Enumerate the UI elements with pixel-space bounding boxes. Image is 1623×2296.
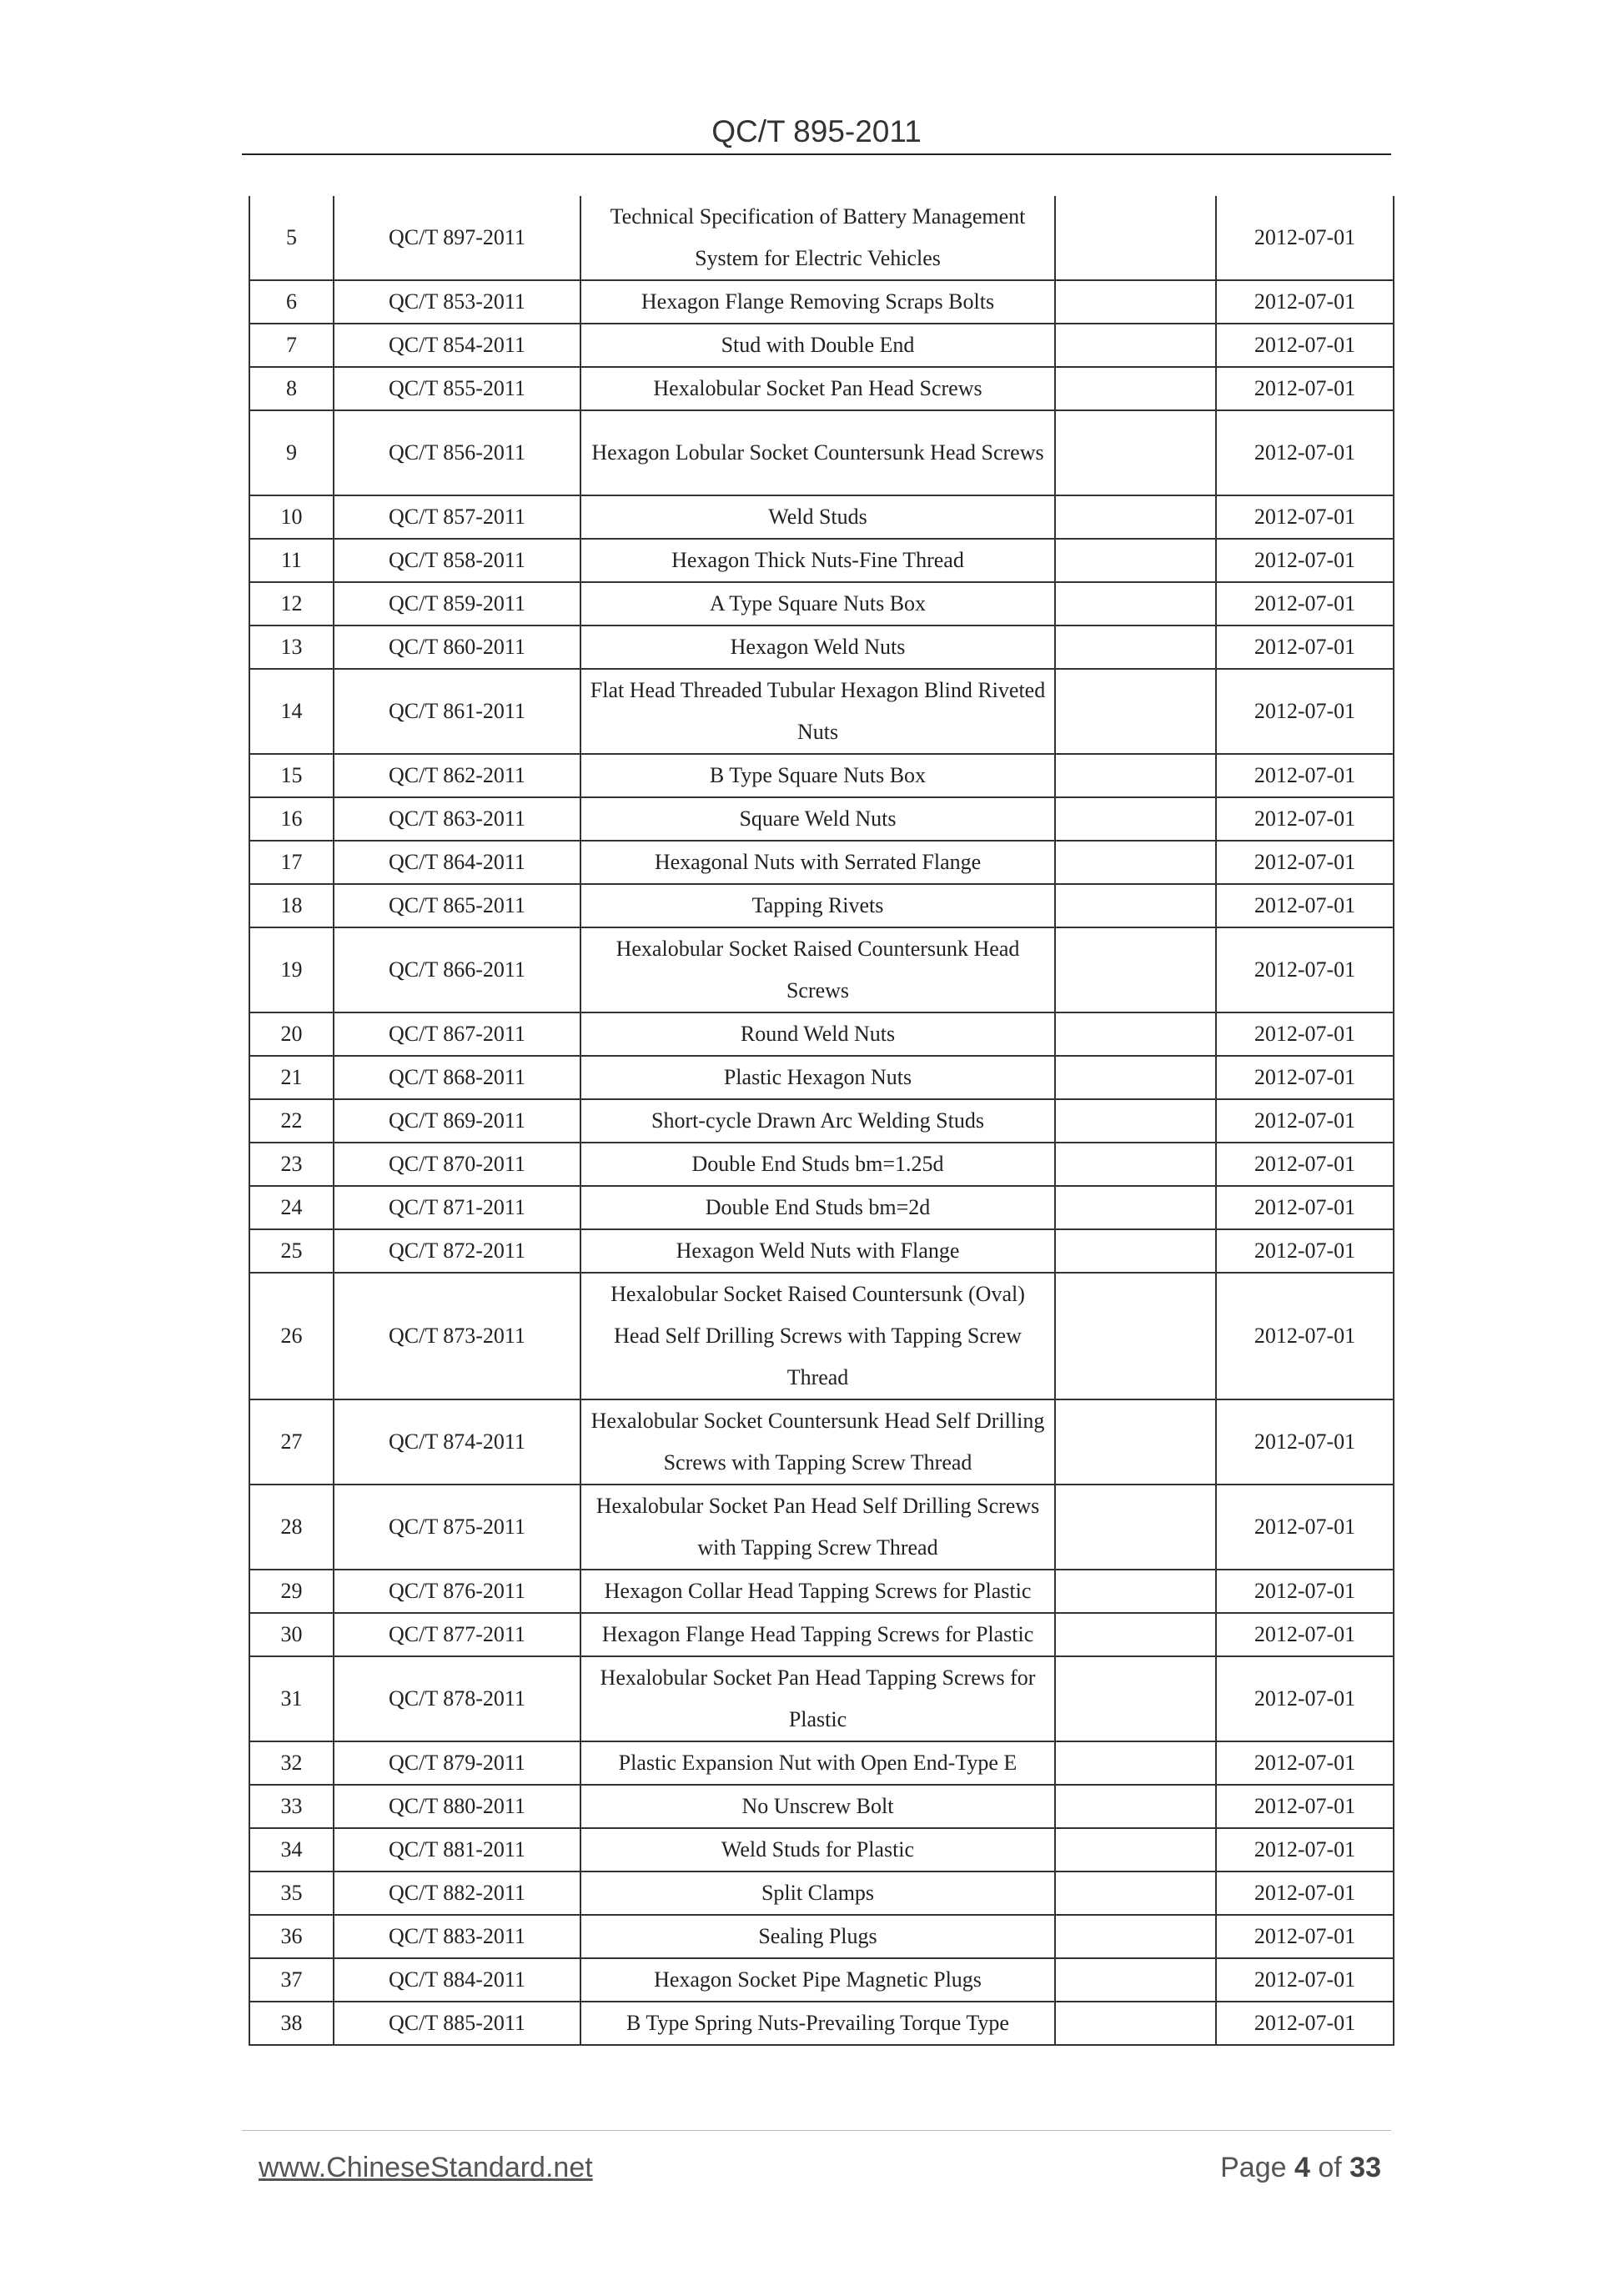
row-number-cell: 13 xyxy=(249,625,334,669)
standards-table-container xyxy=(249,196,1393,2046)
page-indicator xyxy=(1220,2152,1381,2184)
implementation-date-cell: 2012-07-01 xyxy=(1216,1871,1394,1915)
row-number-cell: 28 xyxy=(249,1485,334,1570)
standard-code-cell: QC/T 880-2011 xyxy=(334,1785,580,1828)
row-number-cell: 19 xyxy=(249,927,334,1012)
table-row xyxy=(249,884,1394,927)
implementation-date-cell: 2012-07-01 xyxy=(1216,280,1394,324)
blank-cell xyxy=(1055,2002,1216,2045)
row-number-cell: 22 xyxy=(249,1099,334,1143)
table-row xyxy=(249,1099,1394,1143)
row-number-cell: 26 xyxy=(249,1273,334,1399)
table-row xyxy=(249,1186,1394,1229)
row-number-cell: 33 xyxy=(249,1785,334,1828)
row-number-cell: 14 xyxy=(249,669,334,754)
implementation-date-cell: 2012-07-01 xyxy=(1216,1186,1394,1229)
standard-name-cell: Hexagon Weld Nuts with Flange xyxy=(580,1229,1055,1273)
standard-name-cell: Plastic Hexagon Nuts xyxy=(580,1056,1055,1099)
table-row xyxy=(249,1741,1394,1785)
standard-name-cell: Round Weld Nuts xyxy=(580,1012,1055,1056)
table-row xyxy=(249,196,1394,280)
table-row xyxy=(249,1229,1394,1273)
blank-cell xyxy=(1055,280,1216,324)
standards-table xyxy=(249,196,1394,2046)
table-row xyxy=(249,2002,1394,2045)
standard-code-cell: QC/T 871-2011 xyxy=(334,1186,580,1229)
row-number-cell: 9 xyxy=(249,410,334,495)
row-number-cell: 21 xyxy=(249,1056,334,1099)
implementation-date-cell: 2012-07-01 xyxy=(1216,410,1394,495)
implementation-date-cell: 2012-07-01 xyxy=(1216,1485,1394,1570)
standard-code-cell: QC/T 868-2011 xyxy=(334,1056,580,1099)
row-number-cell: 7 xyxy=(249,324,334,367)
row-number-cell: 8 xyxy=(249,367,334,410)
table-row xyxy=(249,280,1394,324)
table-row xyxy=(249,1828,1394,1871)
blank-cell xyxy=(1055,1915,1216,1958)
table-row xyxy=(249,539,1394,582)
implementation-date-cell: 2012-07-01 xyxy=(1216,196,1394,280)
row-number-cell: 12 xyxy=(249,582,334,625)
blank-cell xyxy=(1055,1613,1216,1656)
standard-name-cell: Hexalobular Socket Countersunk Head Self Drilling Screws with Tapping Screw Thread xyxy=(580,1399,1055,1485)
standard-name-cell: Hexalobular Socket Raised Countersunk Head Screws xyxy=(580,927,1055,1012)
page-prefix: Page xyxy=(1220,2152,1287,2183)
blank-cell xyxy=(1055,539,1216,582)
standard-name-cell: Short-cycle Drawn Arc Welding Studs xyxy=(580,1099,1055,1143)
blank-cell xyxy=(1055,495,1216,539)
standard-code-cell: QC/T 881-2011 xyxy=(334,1828,580,1871)
implementation-date-cell: 2012-07-01 xyxy=(1216,1656,1394,1741)
blank-cell xyxy=(1055,1099,1216,1143)
blank-cell xyxy=(1055,196,1216,280)
implementation-date-cell: 2012-07-01 xyxy=(1216,495,1394,539)
standard-code-cell: QC/T 877-2011 xyxy=(334,1613,580,1656)
website-link[interactable]: www.ChineseStandard.net xyxy=(259,2152,593,2183)
implementation-date-cell: 2012-07-01 xyxy=(1216,841,1394,884)
standard-code-cell: QC/T 872-2011 xyxy=(334,1229,580,1273)
table-row xyxy=(249,927,1394,1012)
standard-code-cell: QC/T 861-2011 xyxy=(334,669,580,754)
page-total: 33 xyxy=(1349,2152,1381,2183)
row-number-cell: 36 xyxy=(249,1915,334,1958)
standard-code-cell: QC/T 854-2011 xyxy=(334,324,580,367)
implementation-date-cell: 2012-07-01 xyxy=(1216,1828,1394,1871)
table-row xyxy=(249,625,1394,669)
implementation-date-cell: 2012-07-01 xyxy=(1216,1056,1394,1099)
table-row xyxy=(249,1056,1394,1099)
blank-cell xyxy=(1055,884,1216,927)
standard-name-cell: Hexagon Socket Pipe Magnetic Plugs xyxy=(580,1958,1055,2002)
standard-code-cell: QC/T 857-2011 xyxy=(334,495,580,539)
row-number-cell: 11 xyxy=(249,539,334,582)
implementation-date-cell: 2012-07-01 xyxy=(1216,539,1394,582)
standard-name-cell: Double End Studs bm=1.25d xyxy=(580,1143,1055,1186)
row-number-cell: 27 xyxy=(249,1399,334,1485)
standard-name-cell: Weld Studs xyxy=(580,495,1055,539)
standard-name-cell: Plastic Expansion Nut with Open End-Type E xyxy=(580,1741,1055,1785)
table-row xyxy=(249,1871,1394,1915)
table-row xyxy=(249,1958,1394,2002)
table-row xyxy=(249,1012,1394,1056)
standard-name-cell: Hexagon Flange Removing Scraps Bolts xyxy=(580,280,1055,324)
table-row xyxy=(249,1570,1394,1613)
row-number-cell: 20 xyxy=(249,1012,334,1056)
standard-name-cell: Hexalobular Socket Raised Countersunk (Oval) Head Self Drilling Screws with Tapping Screw Thread xyxy=(580,1273,1055,1399)
standard-name-cell: Hexalobular Socket Pan Head Tapping Screws for Plastic xyxy=(580,1656,1055,1741)
standard-name-cell: Hexagon Weld Nuts xyxy=(580,625,1055,669)
standard-name-cell: Flat Head Threaded Tubular Hexagon Blind Riveted Nuts xyxy=(580,669,1055,754)
standard-name-cell: Hexagon Lobular Socket Countersunk Head Screws xyxy=(580,410,1055,495)
blank-cell xyxy=(1055,1785,1216,1828)
blank-cell xyxy=(1055,797,1216,841)
implementation-date-cell: 2012-07-01 xyxy=(1216,1915,1394,1958)
standard-code-cell: QC/T 863-2011 xyxy=(334,797,580,841)
blank-cell xyxy=(1055,1828,1216,1871)
standard-name-cell: No Unscrew Bolt xyxy=(580,1785,1055,1828)
implementation-date-cell: 2012-07-01 xyxy=(1216,367,1394,410)
row-number-cell: 29 xyxy=(249,1570,334,1613)
standard-code-cell: QC/T 882-2011 xyxy=(334,1871,580,1915)
row-number-cell: 38 xyxy=(249,2002,334,2045)
standard-code-cell: QC/T 883-2011 xyxy=(334,1915,580,1958)
blank-cell xyxy=(1055,754,1216,797)
standard-name-cell: Stud with Double End xyxy=(580,324,1055,367)
standard-name-cell: Square Weld Nuts xyxy=(580,797,1055,841)
row-number-cell: 5 xyxy=(249,196,334,280)
blank-cell xyxy=(1055,1656,1216,1741)
blank-cell xyxy=(1055,1399,1216,1485)
standard-code-cell: QC/T 855-2011 xyxy=(334,367,580,410)
implementation-date-cell: 2012-07-01 xyxy=(1216,797,1394,841)
implementation-date-cell: 2012-07-01 xyxy=(1216,1143,1394,1186)
row-number-cell: 15 xyxy=(249,754,334,797)
standard-name-cell: Double End Studs bm=2d xyxy=(580,1186,1055,1229)
blank-cell xyxy=(1055,324,1216,367)
standard-code-cell: QC/T 864-2011 xyxy=(334,841,580,884)
standard-code-cell: QC/T 873-2011 xyxy=(334,1273,580,1399)
implementation-date-cell: 2012-07-01 xyxy=(1216,884,1394,927)
standard-name-cell: Hexagon Thick Nuts-Fine Thread xyxy=(580,539,1055,582)
implementation-date-cell: 2012-07-01 xyxy=(1216,1099,1394,1143)
implementation-date-cell: 2012-07-01 xyxy=(1216,1229,1394,1273)
standard-code-cell: QC/T 874-2011 xyxy=(334,1399,580,1485)
standard-code-cell: QC/T 878-2011 xyxy=(334,1656,580,1741)
standard-code-cell: QC/T 867-2011 xyxy=(334,1012,580,1056)
table-row xyxy=(249,582,1394,625)
row-number-cell: 23 xyxy=(249,1143,334,1186)
implementation-date-cell: 2012-07-01 xyxy=(1216,1012,1394,1056)
standard-code-cell: QC/T 862-2011 xyxy=(334,754,580,797)
standard-code-cell: QC/T 876-2011 xyxy=(334,1570,580,1613)
implementation-date-cell: 2012-07-01 xyxy=(1216,1570,1394,1613)
blank-cell xyxy=(1055,1741,1216,1785)
table-row xyxy=(249,1915,1394,1958)
row-number-cell: 17 xyxy=(249,841,334,884)
table-row xyxy=(249,1399,1394,1485)
blank-cell xyxy=(1055,1570,1216,1613)
standard-code-cell: QC/T 860-2011 xyxy=(334,625,580,669)
implementation-date-cell: 2012-07-01 xyxy=(1216,1958,1394,2002)
blank-cell xyxy=(1055,625,1216,669)
implementation-date-cell: 2012-07-01 xyxy=(1216,1613,1394,1656)
blank-cell xyxy=(1055,1485,1216,1570)
standard-name-cell: B Type Spring Nuts-Prevailing Torque Type xyxy=(580,2002,1055,2045)
row-number-cell: 32 xyxy=(249,1741,334,1785)
table-row xyxy=(249,841,1394,884)
implementation-date-cell: 2012-07-01 xyxy=(1216,754,1394,797)
standard-code-cell: QC/T 884-2011 xyxy=(334,1958,580,2002)
standard-name-cell: Weld Studs for Plastic xyxy=(580,1828,1055,1871)
blank-cell xyxy=(1055,927,1216,1012)
row-number-cell: 25 xyxy=(249,1229,334,1273)
standard-code-cell: QC/T 865-2011 xyxy=(334,884,580,927)
standard-code-cell: QC/T 853-2011 xyxy=(334,280,580,324)
implementation-date-cell: 2012-07-01 xyxy=(1216,1399,1394,1485)
standard-name-cell: A Type Square Nuts Box xyxy=(580,582,1055,625)
standard-code-cell: QC/T 885-2011 xyxy=(334,2002,580,2045)
blank-cell xyxy=(1055,1273,1216,1399)
implementation-date-cell: 2012-07-01 xyxy=(1216,927,1394,1012)
blank-cell xyxy=(1055,1229,1216,1273)
implementation-date-cell: 2012-07-01 xyxy=(1216,669,1394,754)
table-row xyxy=(249,367,1394,410)
standard-name-cell: Hexagonal Nuts with Serrated Flange xyxy=(580,841,1055,884)
header-divider xyxy=(242,153,1391,155)
standard-code-cell: QC/T 866-2011 xyxy=(334,927,580,1012)
table-row xyxy=(249,797,1394,841)
implementation-date-cell: 2012-07-01 xyxy=(1216,1741,1394,1785)
row-number-cell: 37 xyxy=(249,1958,334,2002)
document-header-title: QC/T 895-2011 xyxy=(711,114,922,148)
row-number-cell: 31 xyxy=(249,1656,334,1741)
table-row xyxy=(249,1485,1394,1570)
blank-cell xyxy=(1055,410,1216,495)
standard-name-cell: Hexalobular Socket Pan Head Self Drilling Screws with Tapping Screw Thread xyxy=(580,1485,1055,1570)
row-number-cell: 30 xyxy=(249,1613,334,1656)
table-row xyxy=(249,1273,1394,1399)
standard-name-cell: Hexalobular Socket Pan Head Screws xyxy=(580,367,1055,410)
standard-code-cell: QC/T 870-2011 xyxy=(334,1143,580,1186)
implementation-date-cell: 2012-07-01 xyxy=(1216,1273,1394,1399)
standard-name-cell: Hexagon Flange Head Tapping Screws for Plastic xyxy=(580,1613,1055,1656)
standards-table-body xyxy=(249,196,1394,2045)
table-row xyxy=(249,324,1394,367)
row-number-cell: 10 xyxy=(249,495,334,539)
page-current: 4 xyxy=(1294,2152,1310,2183)
table-row xyxy=(249,1785,1394,1828)
implementation-date-cell: 2012-07-01 xyxy=(1216,2002,1394,2045)
blank-cell xyxy=(1055,669,1216,754)
table-row xyxy=(249,669,1394,754)
blank-cell xyxy=(1055,1186,1216,1229)
blank-cell xyxy=(1055,1056,1216,1099)
standard-code-cell: QC/T 879-2011 xyxy=(334,1741,580,1785)
standard-code-cell: QC/T 875-2011 xyxy=(334,1485,580,1570)
standard-name-cell: Hexagon Collar Head Tapping Screws for Plastic xyxy=(580,1570,1055,1613)
standard-name-cell: Sealing Plugs xyxy=(580,1915,1055,1958)
table-row xyxy=(249,1656,1394,1741)
standard-name-cell: B Type Square Nuts Box xyxy=(580,754,1055,797)
blank-cell xyxy=(1055,582,1216,625)
blank-cell xyxy=(1055,1958,1216,2002)
table-row xyxy=(249,410,1394,495)
footer-divider xyxy=(242,2130,1391,2131)
row-number-cell: 34 xyxy=(249,1828,334,1871)
standard-code-cell: QC/T 859-2011 xyxy=(334,582,580,625)
row-number-cell: 35 xyxy=(249,1871,334,1915)
standard-code-cell: QC/T 858-2011 xyxy=(334,539,580,582)
table-row xyxy=(249,1143,1394,1186)
standard-code-cell: QC/T 897-2011 xyxy=(334,196,580,280)
table-row xyxy=(249,495,1394,539)
page-of: of xyxy=(1318,2152,1342,2183)
standard-name-cell: Technical Specification of Battery Management System for Electric Vehicles xyxy=(580,196,1055,280)
table-row xyxy=(249,1613,1394,1656)
standard-name-cell: Split Clamps xyxy=(580,1871,1055,1915)
implementation-date-cell: 2012-07-01 xyxy=(1216,324,1394,367)
table-row xyxy=(249,754,1394,797)
blank-cell xyxy=(1055,841,1216,884)
blank-cell xyxy=(1055,367,1216,410)
row-number-cell: 6 xyxy=(249,280,334,324)
standard-name-cell: Tapping Rivets xyxy=(580,884,1055,927)
implementation-date-cell: 2012-07-01 xyxy=(1216,625,1394,669)
row-number-cell: 24 xyxy=(249,1186,334,1229)
row-number-cell: 16 xyxy=(249,797,334,841)
blank-cell xyxy=(1055,1012,1216,1056)
blank-cell xyxy=(1055,1871,1216,1915)
blank-cell xyxy=(1055,1143,1216,1186)
row-number-cell: 18 xyxy=(249,884,334,927)
implementation-date-cell: 2012-07-01 xyxy=(1216,582,1394,625)
standard-code-cell: QC/T 856-2011 xyxy=(334,410,580,495)
implementation-date-cell: 2012-07-01 xyxy=(1216,1785,1394,1828)
standard-code-cell: QC/T 869-2011 xyxy=(334,1099,580,1143)
